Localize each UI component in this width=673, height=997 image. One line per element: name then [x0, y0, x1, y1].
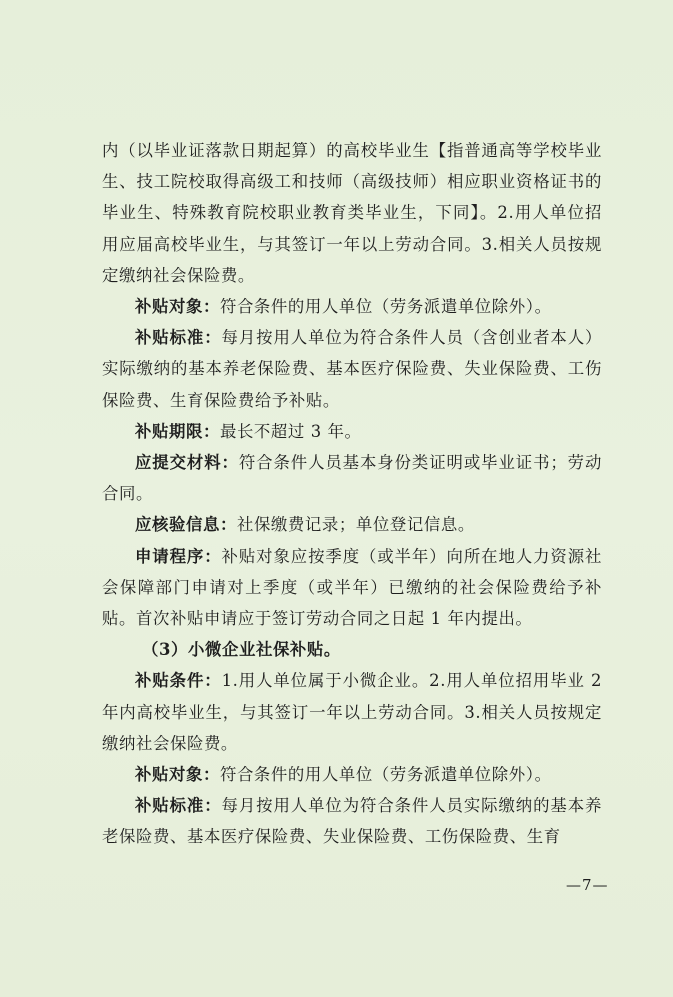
paragraph-label: 申请程序：	[135, 546, 222, 566]
paragraph-text: 最长不超过 3 年。	[219, 421, 362, 441]
paragraph-text: 补贴对象应按季度（或半年）向所在地人力资源社会保障部门申请对上季度（或半年）已缴纳的社会保险费给予补贴。首次补贴申请应于签订劳动合同之日起 1 年内提出。	[102, 546, 603, 629]
paragraph-label: 补贴对象：	[135, 297, 220, 317]
paragraph-continuation	[102, 135, 602, 291]
paragraph-verification-info	[102, 509, 602, 540]
paragraph-text: 符合条件的用人单位（劳务派遣单位除外）。	[219, 297, 552, 317]
paragraph-text: 每月按用人单位为符合条件人员（含创业者本人）实际缴纳的基本养老保险费、基本医疗保险费、失业保险费、工伤保险费、生育保险费给予补贴。	[102, 328, 603, 410]
paragraph-application-procedure	[102, 541, 602, 635]
paragraph-text: 社保缴费记录；单位登记信息。	[236, 515, 475, 535]
paragraph-label: 补贴条件：	[135, 671, 222, 691]
section-heading	[102, 634, 602, 665]
paragraph-subsidy-target	[102, 291, 602, 322]
paragraph-required-materials	[102, 447, 602, 509]
paragraph-label: 应核验信息：	[135, 515, 237, 535]
paragraph-text: 符合条件的用人单位（劳务派遣单位除外）。	[219, 765, 552, 785]
paragraph-subsidy-period	[102, 416, 602, 447]
paragraph-label: 应提交材料：	[135, 453, 239, 473]
paragraph-label: 补贴期限：	[135, 421, 220, 441]
paragraph-label: 补贴对象：	[135, 765, 220, 785]
paragraph-text: 内（以毕业证落款日期起算）的高校毕业生【指普通高等学校毕业生、技工院校取得高级工和技师（高级技师）相应职业资格证书的毕业生、特殊教育院校职业教育类毕业生，下同】。2.用人单位招用应届高校毕业生，与其签订一年以上劳动合同。3.相关人员按规定缴纳社会保险费。	[102, 141, 602, 285]
paragraph-text: 每月按用人单位为符合条件人员实际缴纳的基本养老保险费、基本医疗保险费、失业保险费、工伤保险费、生育	[102, 796, 603, 847]
section-heading-text: （3）小微企业社保补贴。	[142, 640, 341, 660]
paragraph-label: 补贴标准：	[135, 796, 222, 816]
page-number: —7—	[566, 876, 609, 894]
paragraph-label: 补贴标准：	[135, 328, 222, 348]
paragraph-text: 1.用人单位属于小微企业。2.用人单位招用毕业 2 年内高校毕业生，与其签订一年以上劳动合同。3.相关人员按规定缴纳社会保险费。	[102, 671, 603, 753]
paragraph-subsidy-conditions	[102, 665, 602, 759]
paragraph-subsidy-target	[102, 759, 602, 790]
paragraph-subsidy-standard	[102, 322, 602, 416]
document-body	[102, 135, 602, 853]
paragraph-text: 符合条件人员基本身份类证明或毕业证书；劳动合同。	[102, 453, 602, 504]
paragraph-subsidy-standard	[102, 790, 602, 852]
